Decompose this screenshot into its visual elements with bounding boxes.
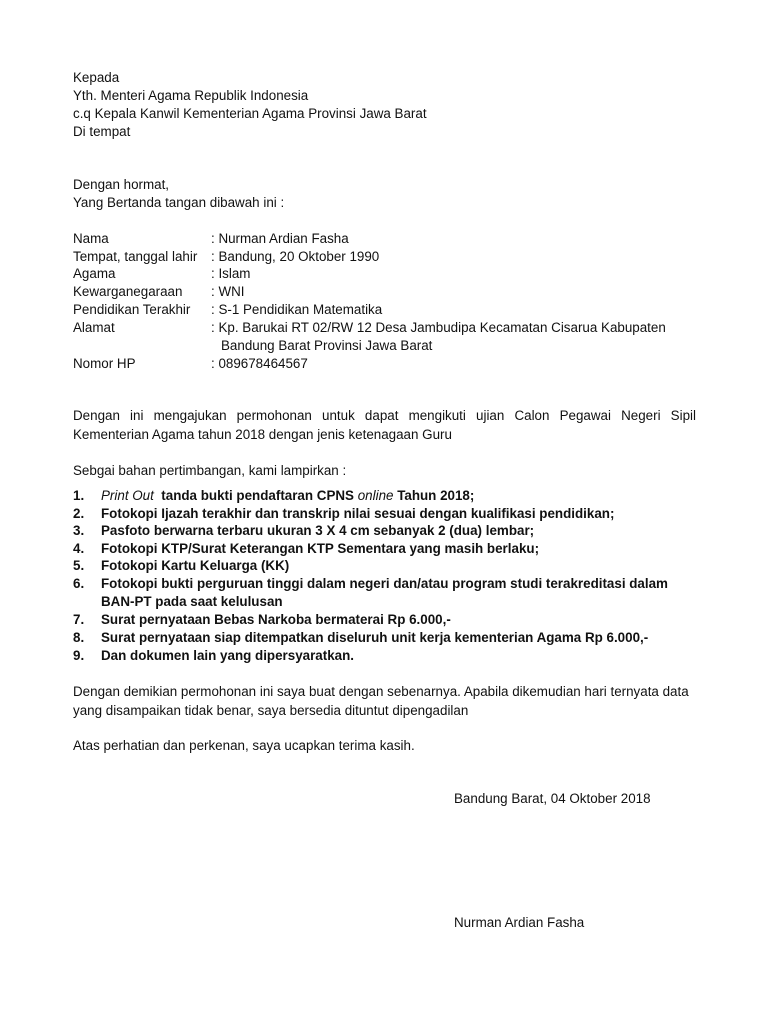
list-number: 2. (73, 506, 85, 521)
italic-online: online (357, 488, 394, 503)
recipient-line-cq: c.q Kepala Kanwil Kementerian Agama Provinsi Jawa Barat (73, 106, 427, 121)
list-number: 4. (73, 541, 85, 556)
field-label-nomor-hp: Nomor HP (73, 356, 136, 371)
signatory-name: Nurman Ardian Fasha (454, 915, 585, 930)
recipient-line-addressee: Yth. Menteri Agama Republik Indonesia (73, 88, 309, 103)
italic-print-out: Print Out (101, 488, 154, 503)
request-paragraph: Dengan ini mengajukan permohonan untuk dapat mengikuti ujian Calon Pegawai Negeri Sipil Kementerian Agama tahun 2018 dengan jenis ketenagaan Guru (73, 408, 696, 442)
field-label-pendidikan: Pendidikan Terakhir (73, 302, 191, 317)
field-value-alamat-cont: Bandung Barat Provinsi Jawa Barat (221, 338, 433, 353)
field-value-nama: : Nurman Ardian Fasha (211, 231, 349, 246)
list-text: Surat pernyataan Bebas Narkoba bermaterai Rp 6.000,- (101, 612, 451, 627)
list-number: 9. (73, 648, 85, 663)
field-label-ttl: Tempat, tanggal lahir (73, 249, 198, 264)
list-text: Pasfoto berwarna terbaru ukuran 3 X 4 cm sebanyak 2 (dua) lembar; (101, 523, 535, 538)
field-label-kewarganegaraan: Kewarganegaraan (73, 284, 183, 299)
field-value-pendidikan: : S-1 Pendidikan Matematika (211, 302, 383, 317)
field-label-nama: Nama (73, 231, 109, 246)
list-text-part: Tahun 2018; (393, 488, 475, 503)
list-text: Dan dokumen lain yang dipersyaratkan. (101, 648, 355, 663)
greeting-intro: Yang Bertanda tangan dibawah ini : (73, 195, 285, 210)
list-text: Surat pernyataan siap ditempatkan diseluruh unit kerja kementerian Agama Rp 6.000,- (101, 630, 649, 645)
list-text: Fotokopi Ijazah terakhir dan transkrip nilai sesuai dengan kualifikasi pendidikan; (101, 506, 615, 521)
list-text: Fotokopi Kartu Keluarga (KK) (101, 558, 290, 573)
field-value-ttl: : Bandung, 20 Oktober 1990 (211, 249, 380, 264)
list-text-part: tanda bukti pendaftaran CPNS (153, 488, 358, 503)
field-value-kewarganegaraan: : WNI (211, 284, 245, 299)
place-date: Bandung Barat, 04 Oktober 2018 (454, 791, 651, 806)
list-number: 1. (73, 488, 85, 503)
list-text: Fotokopi KTP/Surat Keterangan KTP Sementara yang masih berlaku; (101, 541, 540, 556)
closing-paragraph: Dengan demikian permohonan ini saya buat dengan sebenarnya. Apabila dikemudian hari ternyata data yang disampaikan tidak benar, saya bersedia dituntut dipengadilan (73, 684, 689, 718)
list-number: 5. (73, 558, 85, 573)
field-label-alamat: Alamat (73, 320, 115, 335)
field-value-nomor-hp: : 089678464567 (211, 356, 308, 371)
list-number: 3. (73, 523, 85, 538)
field-label-agama: Agama (73, 266, 116, 281)
recipient-line-place: Di tempat (73, 124, 131, 139)
recipient-line-kepada: Kepada (73, 70, 120, 85)
field-value-alamat: : Kp. Barukai RT 02/RW 12 Desa Jambudipa Kecamatan Cisarua Kabupaten (211, 320, 666, 335)
attachments-intro: Sebgai bahan pertimbangan, kami lampirkan : (73, 463, 347, 478)
list-number: 8. (73, 630, 85, 645)
field-value-agama: : Islam (211, 266, 251, 281)
list-number: 6. (73, 576, 85, 591)
list-text: Fotokopi bukti perguruan tinggi dalam negeri dan/atau program studi terakreditasi dalam BAN-PT pada saat kelulusan (101, 576, 668, 609)
list-text (101, 487, 703, 505)
list-number: 7. (73, 612, 85, 627)
thanks-line: Atas perhatian dan perkenan, saya ucapkan terima kasih. (73, 738, 415, 753)
greeting-salutation: Dengan hormat, (73, 177, 170, 192)
